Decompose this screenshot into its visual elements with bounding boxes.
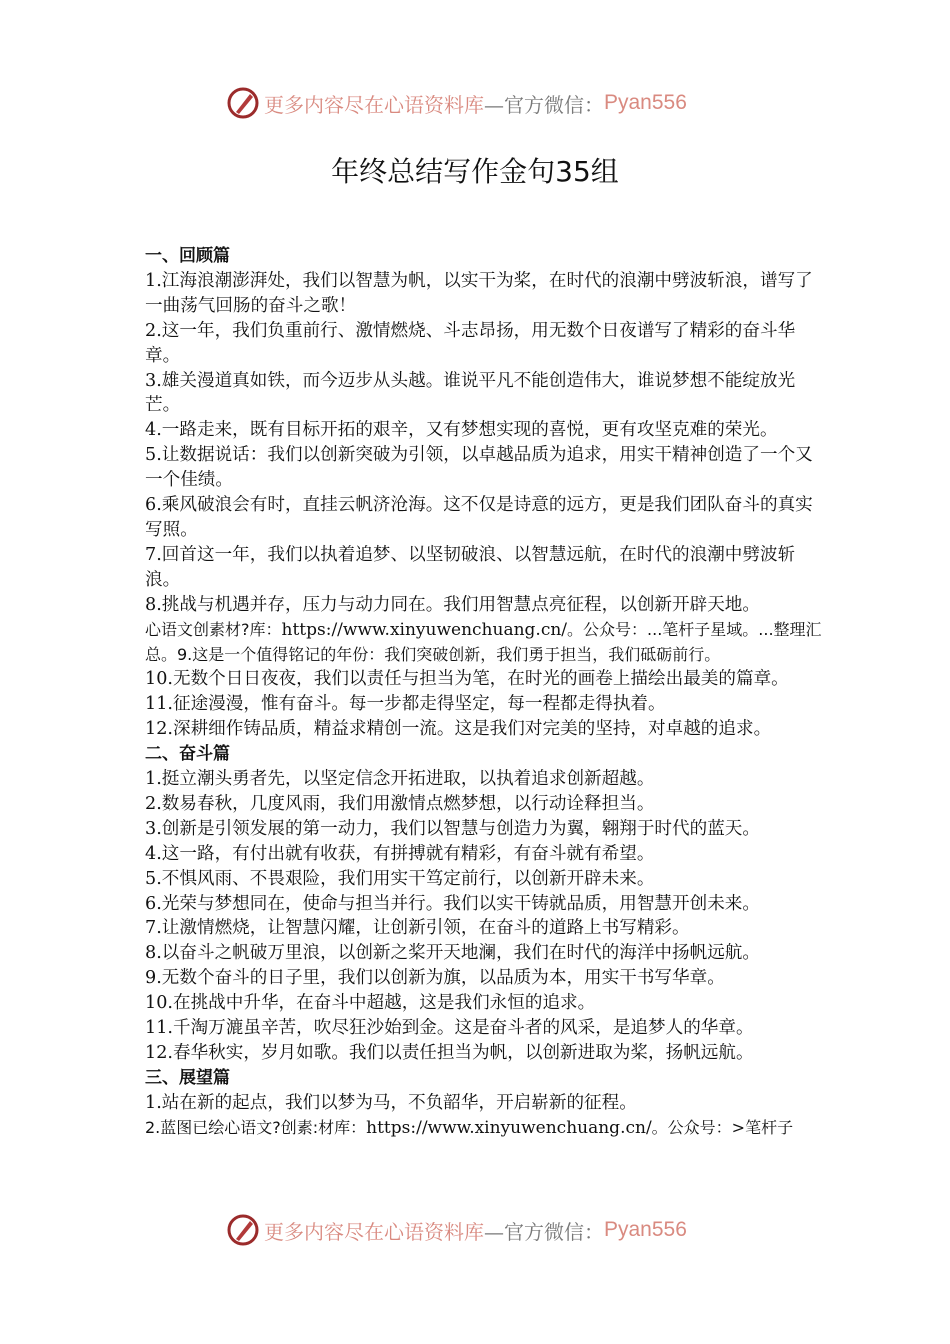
- list-item: 7.回首这一年，我们以执着追梦、以坚韧破浪、以智慧远航，在时代的浪潮中劈波斩浪。: [145, 544, 796, 590]
- watermark-footer: [226, 1210, 726, 1250]
- watermark-wechat-label: —官方微信：: [484, 92, 604, 117]
- pen-logo-icon: [226, 86, 260, 120]
- list-item: 2.这一年，我们负重前行、激情燃烧、斗志昂扬，用无数个日夜谱写了精彩的奋斗华章。: [145, 320, 796, 366]
- watermark-text: 更多内容尽在心语资料库: [264, 1219, 484, 1244]
- list-item: 1.站在新的起点，我们以梦为马，不负韶华，开启崭新的征程。: [145, 1092, 637, 1113]
- document-body: [145, 244, 823, 1141]
- ad-text-tail: 。公众号：...笔杆子星域。...整理汇总。9.这是一个值得铭记的年份：我们突破创新，我们勇于担当，我们砥砺前行。: [145, 619, 822, 664]
- list-item: 7.让激情燃烧，让智慧闪耀，让创新引领，在奋斗的道路上书写精彩。: [145, 918, 690, 939]
- list-item: 4.一路走来，既有目标开拓的艰辛，又有梦想实现的喜悦，更有攻坚克难的荣光。: [145, 420, 778, 441]
- list-item: 4.这一路，有付出就有收获，有拼搏就有精彩，有奋斗就有希望。: [145, 843, 655, 864]
- list-item: 10.无数个日日夜夜，我们以责任与担当为笔，在时光的画卷上描绘出最美的篇章。: [145, 669, 789, 690]
- ad-text-tail: 。公众号：>笔杆子: [651, 1117, 794, 1137]
- section-heading: 二、奋斗篇: [145, 744, 230, 765]
- list-item: 8.以奋斗之帆破万里浪，以创新之桨开天地澜，我们在时代的海洋中扬帆远航。: [145, 943, 760, 964]
- list-item: 1.挺立潮头勇者先，以坚定信念开拓进取，以执着追求创新超越。: [145, 769, 655, 790]
- watermark-header: [226, 83, 726, 123]
- section-heading: 三、展望篇: [145, 1067, 230, 1088]
- watermark-wechat-id: Pyan556: [604, 1218, 687, 1241]
- pen-logo-icon: [226, 1213, 260, 1247]
- list-item: 11.千淘万漉虽辛苦，吹尽狂沙始到金。这是奋斗者的风采，是追梦人的华章。: [145, 1018, 754, 1039]
- watermark-wechat-id: Pyan556: [604, 91, 687, 114]
- section-heading: 一、回顾篇: [145, 246, 230, 266]
- list-item: 2.数易春秋，几度风雨，我们用激情点燃梦想，以行动诠释担当。: [145, 793, 655, 814]
- list-item: 11.征途漫漫，惟有奋斗。每一步都走得坚定，每一程都走得执着。: [145, 694, 666, 715]
- inserted-ad-line: [145, 1116, 823, 1141]
- ad-text: 心语文创素材?库：: [145, 619, 282, 639]
- list-item: 12.春华秋实，岁月如歌。我们以责任担当为帆，以创新进取为桨，扬帆远航。: [145, 1043, 754, 1063]
- page-title: 年终总结写作金句35组: [331, 155, 619, 188]
- watermark-wechat-label: —官方微信：: [484, 1219, 604, 1244]
- inserted-ad-line: [145, 618, 823, 668]
- list-item: 8.挑战与机遇并存，压力与动力同在。我们用智慧点亮征程，以创新开辟天地。: [145, 594, 760, 615]
- list-item: 10.在挑战中升华，在奋斗中超越，这是我们永恒的追求。: [145, 993, 596, 1014]
- ad-url: https://www.xinyuwenchuang.cn/: [281, 619, 568, 640]
- ad-url: https://www.xinyuwenchuang.cn/: [366, 1117, 652, 1138]
- list-item: 3.创新是引领发展的第一动力，我们以智慧与创造力为翼，翱翔于时代的蓝天。: [145, 818, 760, 839]
- list-item: 12.深耕细作铸品质，精益求精创一流。这是我们对完美的坚持，对卓越的追求。: [145, 719, 772, 740]
- list-item: 6.光荣与梦想同在，使命与担当并行。我们以实干铸就品质，用智慧开创未来。: [145, 893, 760, 914]
- list-item: 3.雄关漫道真如铁，而今迈步从头越。谁说平凡不能创造伟大，谁说梦想不能绽放光芒。: [145, 370, 796, 416]
- ad-text: 2.蓝图已绘心语文?创素:材库：: [145, 1117, 367, 1137]
- list-item: 1.江海浪潮澎湃处，我们以智慧为帆，以实干为桨，在时代的浪潮中劈波斩浪，谱写了一曲荡气回肠的奋斗之歌！: [145, 270, 813, 316]
- list-item: 6.乘风破浪会有时，直挂云帆济沧海。这不仅是诗意的远方，更是我们团队奋斗的真实写照。: [145, 495, 813, 540]
- watermark-text: 更多内容尽在心语资料库: [264, 92, 484, 117]
- list-item: 5.不惧风雨、不畏艰险，我们用实干笃定前行，以创新开辟未来。: [145, 868, 655, 889]
- list-item: 5.让数据说话：我们以创新突破为引领，以卓越品质为追求，用实干精神创造了一个又一个佳绩。: [145, 445, 813, 491]
- list-item: 9.无数个奋斗的日子里，我们以创新为旗，以品质为本，用实干书写华章。: [145, 968, 725, 989]
